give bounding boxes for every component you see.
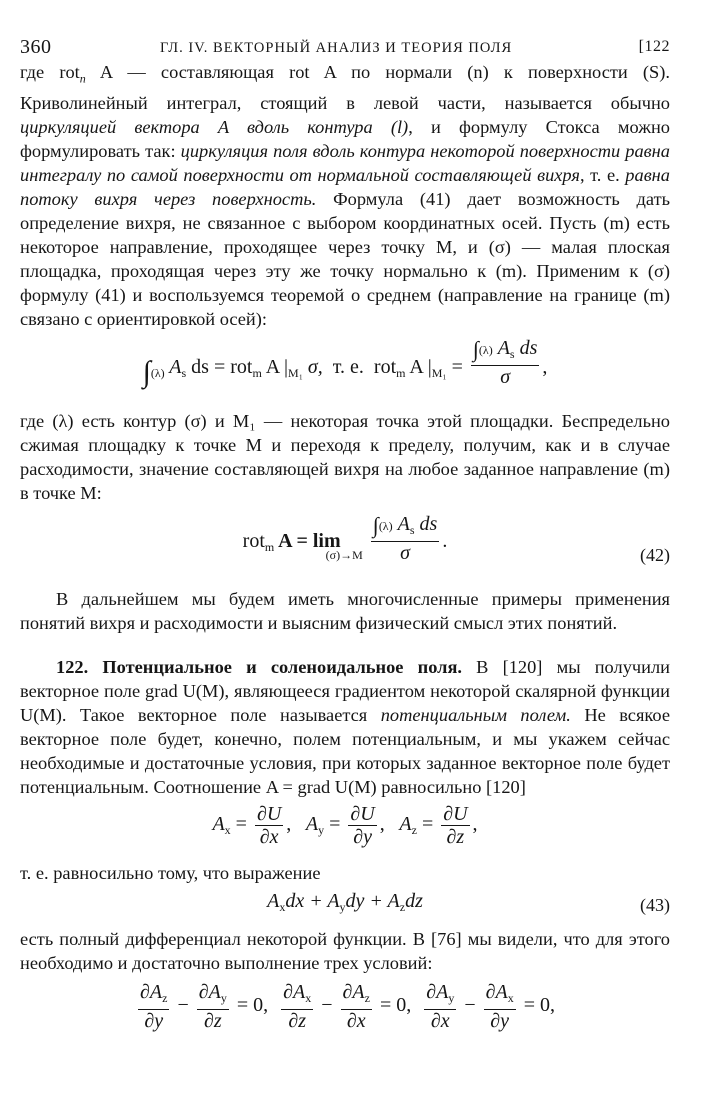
equation-gradient-components: $A_x$ = $\frac{\partial U}{\partial x}$ , $A_y$ = $\frac{\partial U}{\partial y}$ , $A_z$ = $\frac{\partial U}{\partial z}$ ,: [212, 802, 478, 848]
equation-mean-value: ∫(λ) $A_s$ ds = rot$_m$ A $|_{M_1}$ σ, т. е. rot$_m$ A $|_{M_1}$ = $\frac{\int(\lambda) A_s ds}{\sigma}$ ,: [142, 336, 548, 389]
term-potential-field: потенциальным полем.: [380, 704, 571, 725]
stokes-statement: циркуляция поля вдоль контура некоторой поверхности равна интегралу по самой поверхности от нормальной составляющей вихря: [20, 140, 670, 185]
equation-number-43: (43): [640, 894, 670, 915]
paragraph-total-differential: есть полный дифференциал некоторой функции. В [76] мы видели, что для этого необходимо и достаточно выполнение трех условий:: [20, 928, 670, 973]
page-number: 360: [20, 36, 52, 58]
paragraph-equivalent: т. е. равносильно тому, что выражение: [20, 862, 321, 883]
running-head: ГЛ. IV. ВЕКТОРНЫЙ АНАЛИЗ И ТЕОРИЯ ПОЛЯ: [160, 40, 513, 56]
equation-43: $A_xdx + A_ydy + A_zdz$ (43): [267, 889, 670, 915]
section-heading: 122. Потенциальное и соленоидальное поля.: [56, 656, 463, 677]
paragraph-remark: В дальнейшем мы будем иметь многочисленные примеры применения понятий вихря и расходимости и выясним физический смысл этих понятий.: [20, 588, 670, 633]
equation-number-42: (42): [640, 544, 670, 565]
paragraph-section-122: 122. Потенциальное и соленоидальное поля. В [120] мы получили векторное поле grad U(M), являющееся градиентом некоторой скалярной функции U(M). Такое векторное поле называется потенциальным полем. Не всякое векторное поле будет, конечно, полем потенциальным, и мы укажем сейчас необходимые и достаточные условия, при которых заданное векторное поле будет потенциальным. Соотношение A = grad U(M) равносильно [120]: [20, 656, 671, 797]
page-header: [20, 30, 670, 60]
paragraph-limit-definition: где (λ) есть контур (σ) и M₁ — некоторая точка этой площадки. Беспредельно сжимая площадку к точке M и переходя к пределу, получим, как и в случае расходимости, значение составляющей вихря на любое заданное направление (m) в точке M:: [20, 410, 670, 503]
stokes-flux-statement: равна потоку вихря через поверхность.: [20, 164, 670, 209]
book-page: [20, 30, 670, 1035]
section-marker: [122: [638, 38, 670, 55]
equation-42: rot$_m$ A = lim (σ)→M $\frac{\int(\lambda) A_s ds}{\sigma}$ . (42): [242, 512, 670, 565]
fraction-circulation-over-area: $\frac{\int(\lambda) A_s ds}{\sigma}$: [472, 336, 538, 388]
fraction-limit: $\frac{\int(\lambda) A_s ds}{\sigma}$: [372, 512, 438, 564]
equation-curl-conditions: $\frac{\partial A_z}{\partial y}$ − $\frac{\partial A_y}{\partial z}$ = 0, $\frac{\partial A_x}{\partial z}$ − $\frac{\partial A_z}{\partial x}$ = 0, $\frac{\partial A_y}{\partial x}$ − $\frac{\partial A_x}{\partial y}$ = 0,: [140, 980, 555, 1032]
paragraph-stokes-circulation: где rot$_n$ A — составляющая rot A по нормали (n) к поверхности (S). Криволинейный интеграл, стоящий в левой части, называется обычно циркуляцией вектора A вдоль контура (l), и формулу Стокса можно формулировать так: циркуляция поля вдоль контура некоторой поверхности равна интегралу по самой поверхности от нормальной составляющей вихря, т. е. равна потоку вихря через поверхность. Формула (41) дает возможность дать определение вихря, не связанное с выбором координатных осей. Пусть (m) есть некоторое направление, проходящее через точку M, и (σ) — малая плоская площадка, проходящая через эту же точку нормально к (m). Применим к (σ) формулу (41) и воспользуемся теоремой о среднем (направление на границе (m) связано с ориентировкой осей):: [20, 62, 670, 329]
term-circulation: циркуляцией вектора A вдоль контура (l): [20, 116, 409, 137]
